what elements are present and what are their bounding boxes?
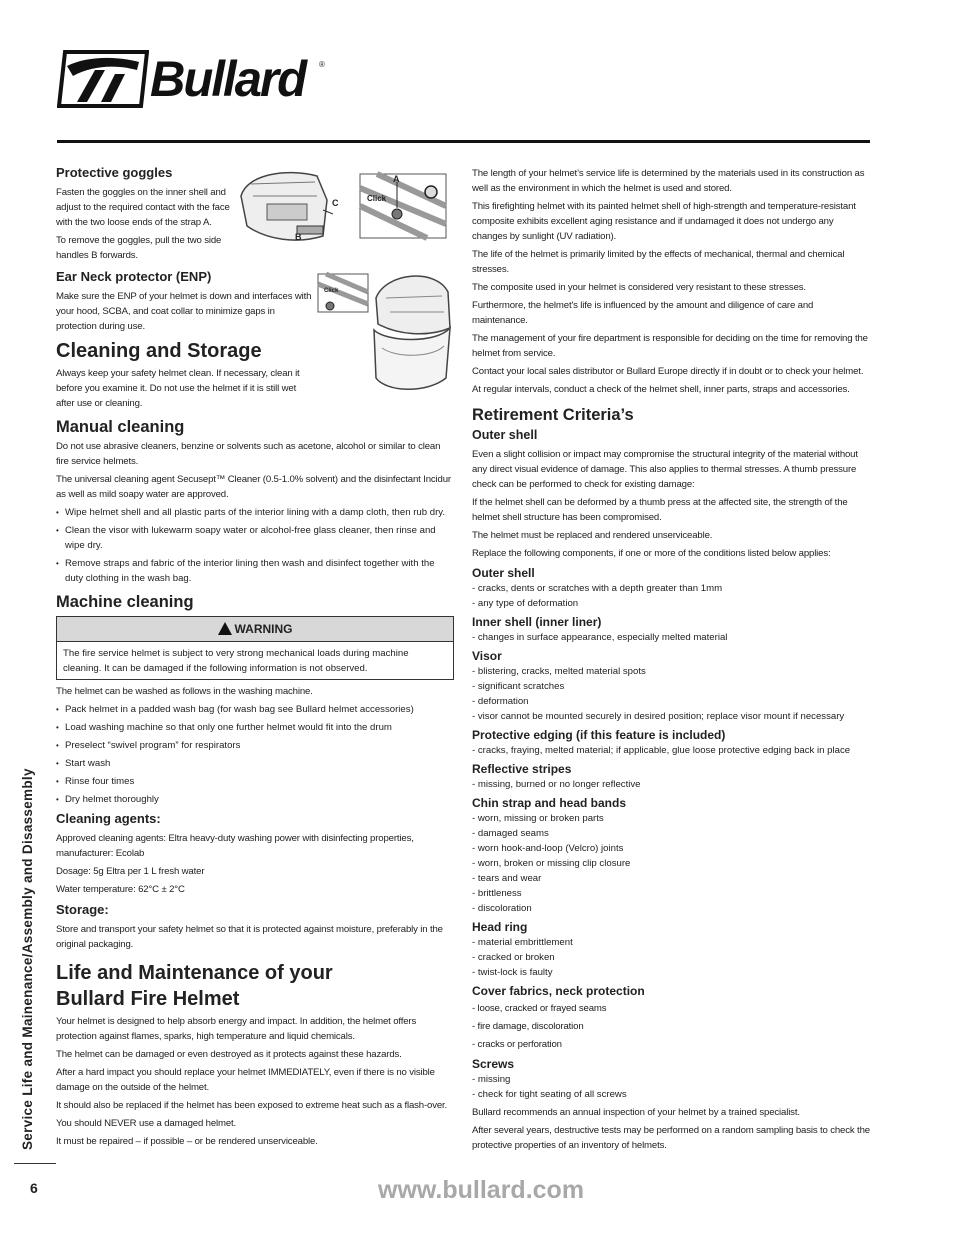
service-life-paragraph-2: This firefighting helmet with its painted helmet shell of high-strength and temperature-resistant composite exhibits excellent aging resistance and if undamaged it does not undergo any changes by sunlight (UV radiation). xyxy=(472,201,856,242)
criteria-item: - cracked or broken xyxy=(472,952,555,963)
criteria-item: - discoloration xyxy=(472,903,532,914)
bullard-emblem-icon xyxy=(57,48,149,110)
goggles-paragraph-1: Fasten the goggles on the inner shell and adjust to the required contact with the face with the two loose ends of the strap A. xyxy=(56,187,230,228)
criteria-chin-strap xyxy=(472,795,870,916)
goggles-heading: Protective goggles xyxy=(56,165,173,180)
service-life-paragraph-6: The management of your fire department is responsible for deciding on the time for removing the helmet from service. xyxy=(472,333,868,359)
criteria-cover-fabrics xyxy=(472,983,870,1052)
criteria-head-ring xyxy=(472,919,870,980)
life-paragraph-5: You should NEVER use a damaged helmet. xyxy=(56,1118,237,1129)
criteria-item: - worn, broken or missing clip closure xyxy=(472,858,631,869)
agents-paragraph-1: Approved cleaning agents: Eltra heavy-duty washing power with disinfecting properties, manufacturer: Ecolab xyxy=(56,833,414,859)
life-paragraph-4: It should also be replaced if the helmet has been exposed to extreme heat such as a flash-over. xyxy=(56,1100,448,1111)
criteria-item: - changes in surface appearance, especially melted material xyxy=(472,632,728,643)
criteria-item: - cracks or perforation xyxy=(472,1039,562,1050)
criteria-heading: Head ring xyxy=(472,920,528,934)
goggles-paragraph-2: To remove the goggles, pull the two side handles B forwards. xyxy=(56,235,222,261)
criteria-screws xyxy=(472,1056,870,1102)
outer-shell-paragraph-3: The helmet must be replaced and rendered unserviceable. xyxy=(472,530,713,541)
final-paragraph-2: After several years, destructive tests may be performed on a random sampling basis to check the protective properties of an inventory of helmets. xyxy=(472,1125,870,1151)
criteria-item: - any type of deformation xyxy=(472,598,579,609)
page-number: 6 xyxy=(30,1180,38,1196)
warning-header xyxy=(57,617,453,642)
outer-shell-paragraph-4: Replace the following components, if one or more of the conditions listed below applies: xyxy=(472,548,831,559)
agents-paragraph-3: Water temperature: 62°C ± 2°C xyxy=(56,884,185,895)
criteria-reflective-stripes xyxy=(472,761,870,792)
criteria-item: - twist-lock is faulty xyxy=(472,967,553,978)
criteria-heading: Protective edging (if this feature is included) xyxy=(472,728,726,742)
outer-shell-paragraph-1: Even a slight collision or impact may compromise the structural integrity of the material without any direct visual evidence of damage. This also applies to thermal stresses. A thumb pressure check can be performed to check for existing damage: xyxy=(472,449,858,490)
criteria-heading: Visor xyxy=(472,649,502,663)
criteria-heading: Outer shell xyxy=(472,566,535,580)
criteria-visor xyxy=(472,648,870,724)
service-life-paragraph-4: The composite used in your helmet is considered very resistant to these stresses. xyxy=(472,282,806,293)
criteria-protective-edging xyxy=(472,727,870,758)
list-item: • Wipe helmet shell and all plastic parts of the interior lining with a damp cloth, then rub dry. xyxy=(56,505,454,520)
criteria-item: - visor cannot be mounted securely in desired position; replace visor mount if necessary xyxy=(472,711,845,722)
life-paragraph-3: After a hard impact you should replace your helmet IMMEDIATELY, even if there is no visible damage on the outside of the helmet. xyxy=(56,1067,435,1093)
criteria-item: - material embrittlement xyxy=(472,937,573,948)
criteria-item: - damaged seams xyxy=(472,828,549,839)
manual-paragraph-1: Do not use abrasive cleaners, benzine or solvents such as acetone, alcohol or similar to clean fire service helmets. xyxy=(56,441,441,467)
life-paragraph-1: Your helmet is designed to help absorb energy and impact. In addition, the helmet offers protection against flames, sparks, high temperature and liquid chemicals. xyxy=(56,1016,417,1042)
service-life-paragraph-8: At regular intervals, conduct a check of the helmet shell, inner parts, straps and accessories. xyxy=(472,384,850,395)
website-url[interactable]: www.bullard.com xyxy=(378,1176,585,1204)
cleaning-storage-heading: Cleaning and Storage xyxy=(56,340,262,362)
side-rule xyxy=(14,1163,56,1164)
warning-title: WARNING xyxy=(234,622,293,636)
outer-shell-paragraph-2: If the helmet shell can be deformed by a thumb press at the affected site, the strength of the helmet shell structure has been compromised. xyxy=(472,497,848,523)
criteria-item: - missing, burned or no longer reflective xyxy=(472,779,641,790)
list-item: • Load washing machine so that only one further helmet would fit into the drum xyxy=(56,720,454,735)
service-life-paragraph-5: Furthermore, the helmet's life is influenced by the amount and diligence of care and maintenance. xyxy=(472,300,814,326)
list-item: • Clean the visor with lukewarm soapy water or alcohol-free glass cleaner, then rinse and wipe dry. xyxy=(56,523,454,553)
criteria-heading: Screws xyxy=(472,1057,515,1071)
list-item: • Remove straps and fabric of the interior lining then wash and disinfect together with the duty clothing in the wash bag. xyxy=(56,556,454,586)
criteria-item: - fire damage, discoloration xyxy=(472,1021,584,1032)
logo-wordmark: Bullard xyxy=(150,51,306,107)
manual-paragraph-2: The universal cleaning agent Secusept™ Cleaner (0.5-1.0% solvent) and the disinfectant Incidur as well as mild soapy water are approved. xyxy=(56,474,451,500)
list-item: • Rinse four times xyxy=(56,774,454,789)
enp-heading: Ear Neck protector (ENP) xyxy=(56,269,212,284)
warning-box xyxy=(56,616,454,680)
list-item: • Preselect “swivel program” for respirators xyxy=(56,738,454,753)
criteria-item: - worn hook-and-loop (Velcro) joints xyxy=(472,843,624,854)
final-paragraph-1: Bullard recommends an annual inspection of your helmet by a trained specialist. xyxy=(472,1107,800,1118)
manual-cleaning-heading: Manual cleaning xyxy=(56,418,185,436)
criteria-item: - check for tight seating of all screws xyxy=(472,1089,627,1100)
service-life-paragraph-7: Contact your local sales distributor or Bullard Europe directly if in doubt or to check your helmet. xyxy=(472,366,864,377)
life-heading-line-1: Life and Maintenance of your xyxy=(56,962,333,984)
outer-shell-heading: Outer shell xyxy=(472,428,538,442)
life-paragraph-6: It must be repaired – if possible – or be rendered unserviceable. xyxy=(56,1136,318,1147)
service-life-paragraph-1: The length of your helmet’s service life is determined by the materials used in its construction as well as the environment in which the helmet is used and stored. xyxy=(472,168,865,194)
criteria-heading: Reflective stripes xyxy=(472,762,572,776)
header-rule xyxy=(57,140,870,143)
list-item: • Pack helmet in a padded wash bag (for wash bag see Bullard helmet accessories) xyxy=(56,702,454,717)
life-heading-line-2: Bullard Fire Helmet xyxy=(56,988,240,1010)
manual-bullet-list xyxy=(56,505,454,586)
machine-cleaning-heading: Machine cleaning xyxy=(56,593,194,611)
warning-text: The fire service helmet is subject to very strong mechanical loads during machine cleaning. It can be damaged if the following information is not observed. xyxy=(63,648,409,674)
criteria-item: - significant scratches xyxy=(472,681,565,692)
machine-bullet-list xyxy=(56,702,454,807)
retirement-criteria-heading: Retirement Criteria’s xyxy=(472,406,634,424)
criteria-item: - worn, missing or broken parts xyxy=(472,813,604,824)
click-label: Click xyxy=(367,194,387,203)
criteria-outer-shell xyxy=(472,565,870,611)
criteria-item: - cracks, dents or scratches with a depth greater than 1mm xyxy=(472,583,723,594)
criteria-item: - deformation xyxy=(472,696,529,707)
criteria-item: - missing xyxy=(472,1074,511,1085)
left-column xyxy=(56,165,454,1152)
enp-paragraph: Make sure the ENP of your helmet is down and interfaces with your hood, SCBA, and coat collar to minimize gaps in protection during use. xyxy=(56,291,312,332)
criteria-item: - tears and wear xyxy=(472,873,542,884)
bullard-logo xyxy=(57,48,327,110)
registered-mark: ® xyxy=(319,60,325,69)
criteria-heading: Cover fabrics, neck protection xyxy=(472,984,645,998)
storage-heading: Storage: xyxy=(56,902,109,917)
criteria-heading: Inner shell (inner liner) xyxy=(472,615,602,629)
side-section-title: Service Life and Mainenance/Assembly and Disassembly xyxy=(20,768,35,1150)
list-item: • Start wash xyxy=(56,756,454,771)
storage-paragraph: Store and transport your safety helmet so that it is protected against moisture, preferably in the original packaging. xyxy=(56,924,443,950)
criteria-item: - cracks, fraying, melted material; if applicable, glue loose protective edging back in place xyxy=(472,745,851,756)
criteria-item: - blistering, cracks, melted material spots xyxy=(472,666,646,677)
machine-paragraph: The helmet can be washed as follows in the washing machine. xyxy=(56,686,313,697)
list-item: • Dry helmet thoroughly xyxy=(56,792,454,807)
service-life-paragraph-3: The life of the helmet is primarily limited by the effects of mechanical, thermal and chemical stresses. xyxy=(472,249,845,275)
label-c: C xyxy=(332,198,339,208)
criteria-item: - loose, cracked or frayed seams xyxy=(472,1003,607,1014)
criteria-inner-shell xyxy=(472,614,870,645)
cleaning-agents-heading: Cleaning agents: xyxy=(56,811,161,826)
click-label-2: Click xyxy=(324,288,339,294)
cleaning-paragraph: Always keep your safety helmet clean. If necessary, clean it before you examine it. Do not use the helmet if it is still wet after use or cleaning. xyxy=(56,368,300,409)
agents-paragraph-2: Dosage: 5g Eltra per 1 L fresh water xyxy=(56,866,205,877)
warning-triangle-icon xyxy=(218,622,232,635)
life-paragraph-2: The helmet can be damaged or even destroyed as it protects against these hazards. xyxy=(56,1049,402,1060)
label-b: B xyxy=(295,232,302,242)
right-column xyxy=(472,166,870,1156)
criteria-heading: Chin strap and head bands xyxy=(472,796,627,810)
label-a: A xyxy=(393,174,400,184)
criteria-item: - brittleness xyxy=(472,888,522,899)
